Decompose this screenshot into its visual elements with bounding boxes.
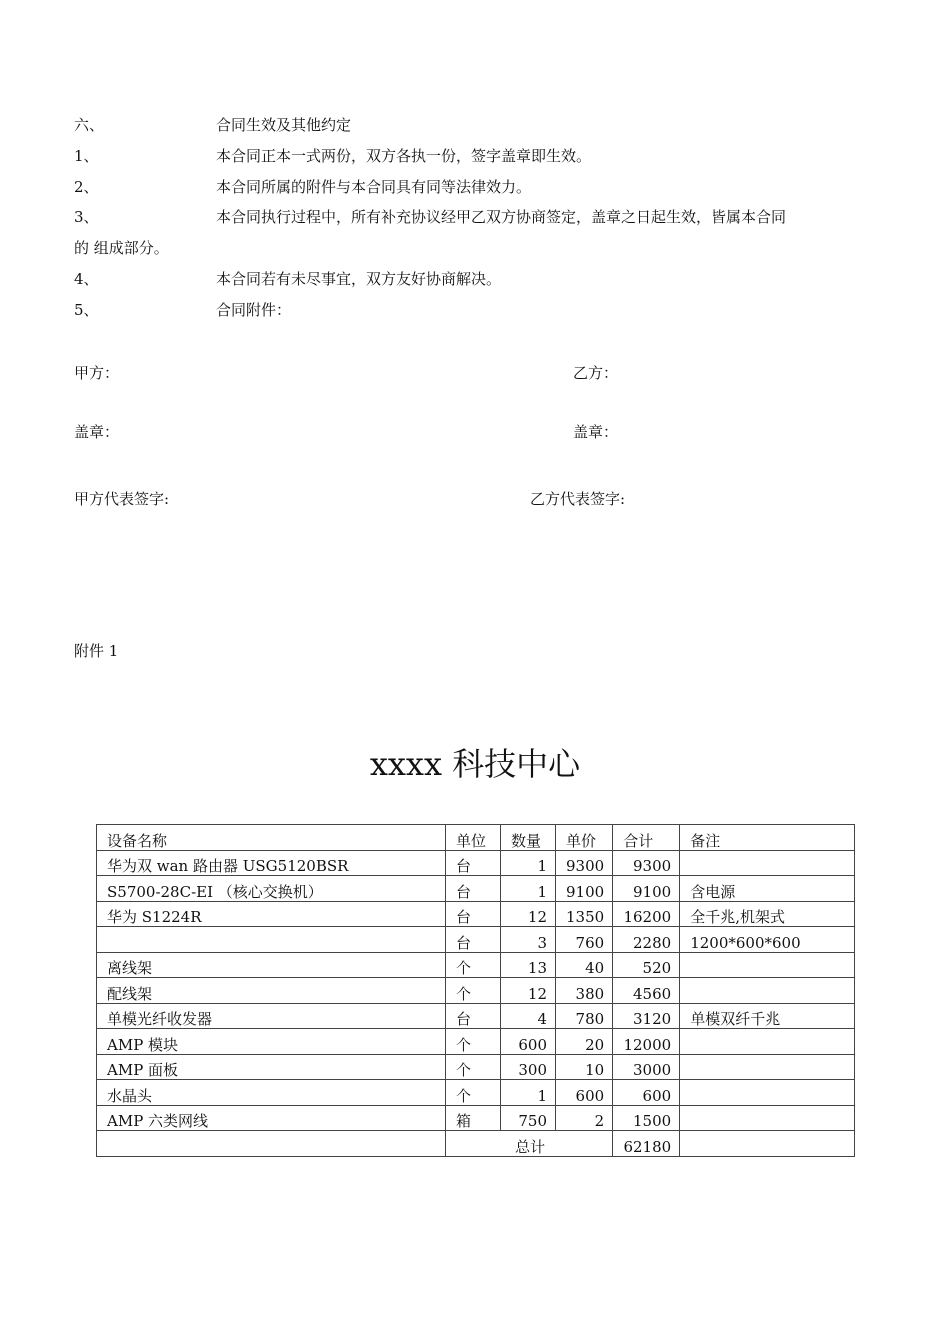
cell-price: 600: [556, 1080, 613, 1106]
seal-a-label: 盖章：: [74, 423, 120, 441]
cell-name: AMP 面板: [97, 1054, 446, 1080]
cell-remark: 含电源: [680, 876, 855, 902]
cell-qty: 12: [501, 901, 556, 927]
table-row: [97, 1080, 855, 1106]
cell-price: 2: [556, 1105, 613, 1131]
cell-name: [97, 927, 446, 953]
cell-price: 1350: [556, 901, 613, 927]
cell-remark: 单模双纤千兆: [680, 1003, 855, 1029]
cell-qty: 12: [501, 978, 556, 1004]
total-label: 总计: [446, 1131, 613, 1157]
clause-text: 合同附件：: [216, 301, 292, 319]
cell-name: AMP 模块: [97, 1029, 446, 1055]
cell-unit: 个: [446, 952, 501, 978]
cell-subtotal: 9300: [613, 850, 680, 876]
cell-subtotal: 2280: [613, 927, 680, 953]
clause-text: 本合同若有未尽事宜，双方友好协商解决。: [216, 270, 502, 288]
section-number: 六、: [74, 116, 105, 134]
cell-price: 9300: [556, 850, 613, 876]
table-row: [97, 978, 855, 1004]
clause-number: 1、: [74, 147, 99, 165]
total-value: 62180: [613, 1131, 680, 1157]
clause-number: 5、: [74, 301, 99, 319]
rep-b-signature-label: 乙方代表签字:: [530, 490, 626, 508]
equipment-table: [96, 824, 855, 1157]
cell-empty: [680, 1131, 855, 1157]
table-total-row: [97, 1131, 855, 1157]
cell-subtotal: 600: [613, 1080, 680, 1106]
cell-qty: 数量: [501, 825, 556, 851]
table-row: [97, 876, 855, 902]
cell-remark: [680, 952, 855, 978]
table-row: [97, 927, 855, 953]
cell-unit: 个: [446, 1054, 501, 1080]
clause-continuation: 的 组成部分。: [74, 239, 169, 257]
seal-b-label: 盖章：: [573, 423, 619, 441]
cell-remark: [680, 1080, 855, 1106]
table-row: [97, 850, 855, 876]
cell-price: 9100: [556, 876, 613, 902]
cell-remark: 1200*600*600: [680, 927, 855, 953]
party-a-label: 甲方：: [74, 364, 120, 382]
cell-unit: 个: [446, 978, 501, 1004]
table-row: [97, 1029, 855, 1055]
cell-qty: 1: [501, 1080, 556, 1106]
cell-unit: 台: [446, 850, 501, 876]
document-title: xxxx 科技中心: [369, 745, 581, 783]
cell-qty: 750: [501, 1105, 556, 1131]
cell-subtotal: 12000: [613, 1029, 680, 1055]
cell-name: 华为双 wan 路由器 USG5120BSR: [97, 850, 446, 876]
section-heading: 合同生效及其他约定: [216, 116, 352, 134]
cell-unit: 箱: [446, 1105, 501, 1131]
cell-unit: 台: [446, 876, 501, 902]
cell-name: 配线架: [97, 978, 446, 1004]
cell-name: 单模光纤收发器: [97, 1003, 446, 1029]
cell-qty: 4: [501, 1003, 556, 1029]
cell-price: 780: [556, 1003, 613, 1029]
cell-subtotal: 3120: [613, 1003, 680, 1029]
cell-name: 水晶头: [97, 1080, 446, 1106]
cell-subtotal: 16200: [613, 901, 680, 927]
cell-price: 20: [556, 1029, 613, 1055]
cell-qty: 1: [501, 850, 556, 876]
cell-price: 380: [556, 978, 613, 1004]
cell-remark: 全千兆,机架式: [680, 901, 855, 927]
cell-unit: 单位: [446, 825, 501, 851]
cell-remark: [680, 978, 855, 1004]
party-b-label: 乙方：: [573, 364, 619, 382]
table-row: [97, 1003, 855, 1029]
clause-number: 2、: [74, 178, 99, 196]
cell-qty: 300: [501, 1054, 556, 1080]
cell-remark: [680, 850, 855, 876]
cell-qty: 600: [501, 1029, 556, 1055]
cell-qty: 1: [501, 876, 556, 902]
cell-name: S5700-28C-EI （核心交换机）: [97, 876, 446, 902]
cell-name: 离线架: [97, 952, 446, 978]
cell-unit: 台: [446, 901, 501, 927]
cell-qty: 13: [501, 952, 556, 978]
cell-name: 华为 S1224R: [97, 901, 446, 927]
cell-unit: 台: [446, 927, 501, 953]
attachment-label: 附件 1: [74, 642, 119, 660]
cell-remark: [680, 1105, 855, 1131]
cell-empty: [97, 1131, 446, 1157]
cell-unit: 台: [446, 1003, 501, 1029]
cell-remark: 备注: [680, 825, 855, 851]
table-row: [97, 901, 855, 927]
cell-subtotal: 1500: [613, 1105, 680, 1131]
cell-subtotal: 4560: [613, 978, 680, 1004]
cell-remark: [680, 1029, 855, 1055]
table-header-row: [97, 825, 855, 851]
cell-name: 设备名称: [97, 825, 446, 851]
cell-qty: 3: [501, 927, 556, 953]
cell-subtotal: 合计: [613, 825, 680, 851]
clause-number: 3、: [74, 208, 99, 226]
cell-price: 40: [556, 952, 613, 978]
clause-number: 4、: [74, 270, 99, 288]
clause-text: 本合同所属的附件与本合同具有同等法律效力。: [216, 178, 532, 196]
clause-text: 本合同正本一式两份，双方各执一份，签字盖章即生效。: [216, 147, 592, 165]
cell-unit: 个: [446, 1080, 501, 1106]
rep-a-signature-label: 甲方代表签字:: [74, 490, 170, 508]
table-row: [97, 1105, 855, 1131]
table-row: [97, 1054, 855, 1080]
cell-price: 760: [556, 927, 613, 953]
cell-remark: [680, 1054, 855, 1080]
cell-name: AMP 六类网线: [97, 1105, 446, 1131]
cell-unit: 个: [446, 1029, 501, 1055]
clause-text: 本合同执行过程中，所有补充协议经甲乙双方协商签定，盖章之日起生效，皆属本合同: [216, 208, 787, 226]
cell-subtotal: 9100: [613, 876, 680, 902]
cell-subtotal: 520: [613, 952, 680, 978]
cell-subtotal: 3000: [613, 1054, 680, 1080]
cell-price: 单价: [556, 825, 613, 851]
cell-price: 10: [556, 1054, 613, 1080]
table-row: [97, 952, 855, 978]
